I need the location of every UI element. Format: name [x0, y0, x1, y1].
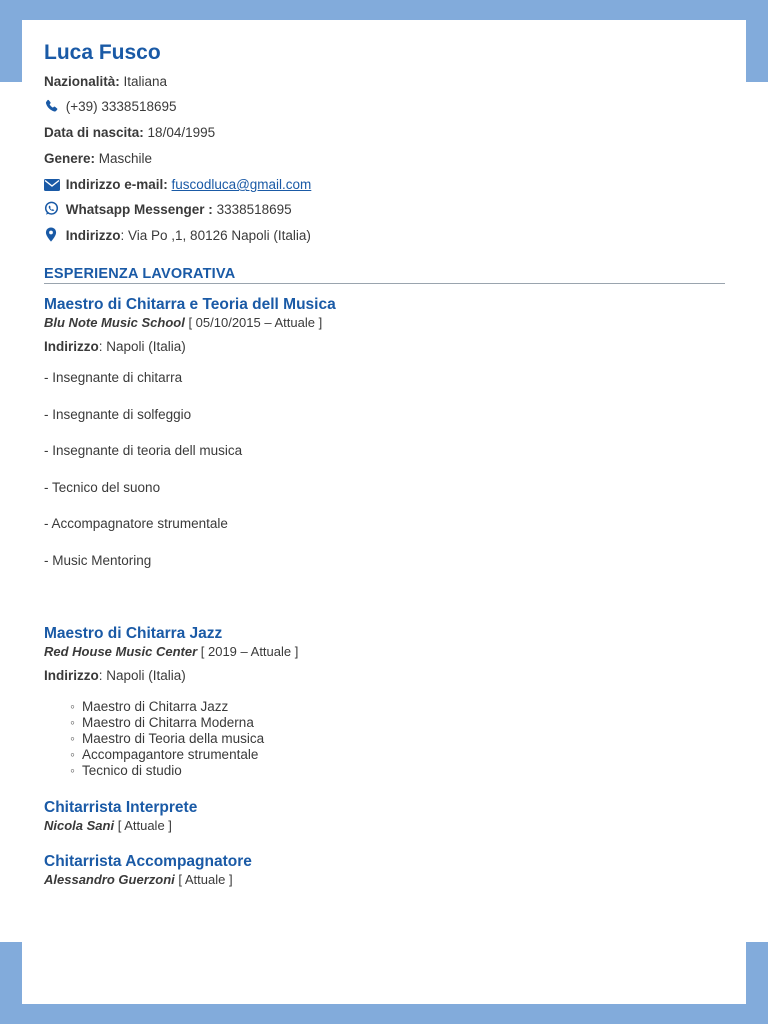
- job-employer-3: Nicola Sani: [44, 818, 115, 833]
- email-link[interactable]: fuscodluca@gmail.com: [171, 177, 312, 192]
- task-item: - Accompagnatore strumentale: [44, 516, 228, 531]
- job-period-2: [ 2019 – Attuale ]: [197, 644, 299, 659]
- list-item: ◦ Maestro di Chitarra Jazz: [70, 699, 264, 715]
- phone-row: [44, 98, 177, 116]
- birth-row: [44, 124, 215, 142]
- job-period-1: [ 05/10/2015 – Attuale ]: [184, 315, 323, 330]
- nationality-value: Italiana: [123, 74, 168, 89]
- task-item: - Music Mentoring: [44, 553, 152, 568]
- job-employer-row-2: [44, 644, 298, 659]
- envelope-icon: [44, 178, 60, 192]
- job-period-3: [ Attuale ]: [114, 818, 172, 833]
- job-address-value-1: : Napoli (Italia): [98, 339, 186, 354]
- job-address-label-2: Indirizzo: [44, 668, 99, 683]
- phone-value: (+39) 3338518695: [65, 99, 177, 114]
- list-item: ◦ Tecnico di studio: [70, 763, 264, 779]
- list-item: ◦ Maestro di Chitarra Moderna: [70, 715, 264, 731]
- job-title-3: Chitarrista Interprete: [44, 799, 198, 816]
- job-title-4: Chitarrista Accompagnatore: [44, 853, 252, 870]
- gender-row: [44, 150, 152, 168]
- job-title-2: Maestro di Chitarra Jazz: [44, 625, 223, 642]
- task-item: - Tecnico del suono: [44, 480, 161, 495]
- birth-label: Data di nascita:: [44, 125, 144, 140]
- job-title-1: Maestro di Chitarra e Teoria dell Musica: [44, 296, 336, 313]
- section-title-experience: ESPERIENZA LAVORATIVA: [44, 266, 236, 282]
- whatsapp-icon: [44, 201, 60, 215]
- job-employer-1: Blu Note Music School: [44, 315, 185, 330]
- whatsapp-value: 3338518695: [216, 202, 292, 217]
- job-address-row-2: [44, 668, 186, 683]
- gender-label: Genere:: [44, 151, 96, 166]
- job-period-4: [ Attuale ]: [174, 872, 233, 887]
- task-item: - Insegnante di chitarra: [44, 370, 183, 385]
- job-address-row-1: [44, 339, 186, 354]
- job-employer-row-3: [44, 818, 172, 833]
- nationality-label: Nazionalità:: [44, 74, 120, 89]
- email-row: [44, 176, 311, 194]
- task-item: - Insegnante di solfeggio: [44, 407, 192, 422]
- job-employer-2: Red House Music Center: [44, 644, 198, 659]
- nationality-row: [44, 73, 167, 91]
- task-bullet-list: [70, 699, 264, 779]
- cv-name: Luca Fusco: [44, 41, 161, 64]
- job-address-label-1: Indirizzo: [44, 339, 99, 354]
- whatsapp-label: Whatsapp Messenger :: [65, 202, 213, 217]
- email-label: Indirizzo e-mail:: [65, 177, 168, 192]
- birth-value: 18/04/1995: [147, 125, 216, 140]
- map-pin-icon: [44, 227, 60, 241]
- whatsapp-row: [44, 201, 292, 219]
- list-item: ◦ Maestro di Teoria della musica: [70, 731, 264, 747]
- section-divider: [44, 283, 725, 284]
- address-label: Indirizzo: [65, 228, 121, 243]
- job-employer-row-1: [44, 315, 322, 330]
- task-item: - Insegnante di teoria dell musica: [44, 443, 243, 458]
- gender-value: Maschile: [98, 151, 153, 166]
- address-value: : Via Po ,1, 80126 Napoli (Italia): [120, 228, 311, 243]
- address-row: [44, 227, 311, 245]
- list-item: ◦ Accompagantore strumentale: [70, 747, 264, 763]
- job-employer-row-4: [44, 872, 233, 887]
- job-address-value-2: : Napoli (Italia): [98, 668, 186, 683]
- job-employer-4: Alessandro Guerzoni: [44, 872, 175, 887]
- phone-icon: [44, 99, 60, 113]
